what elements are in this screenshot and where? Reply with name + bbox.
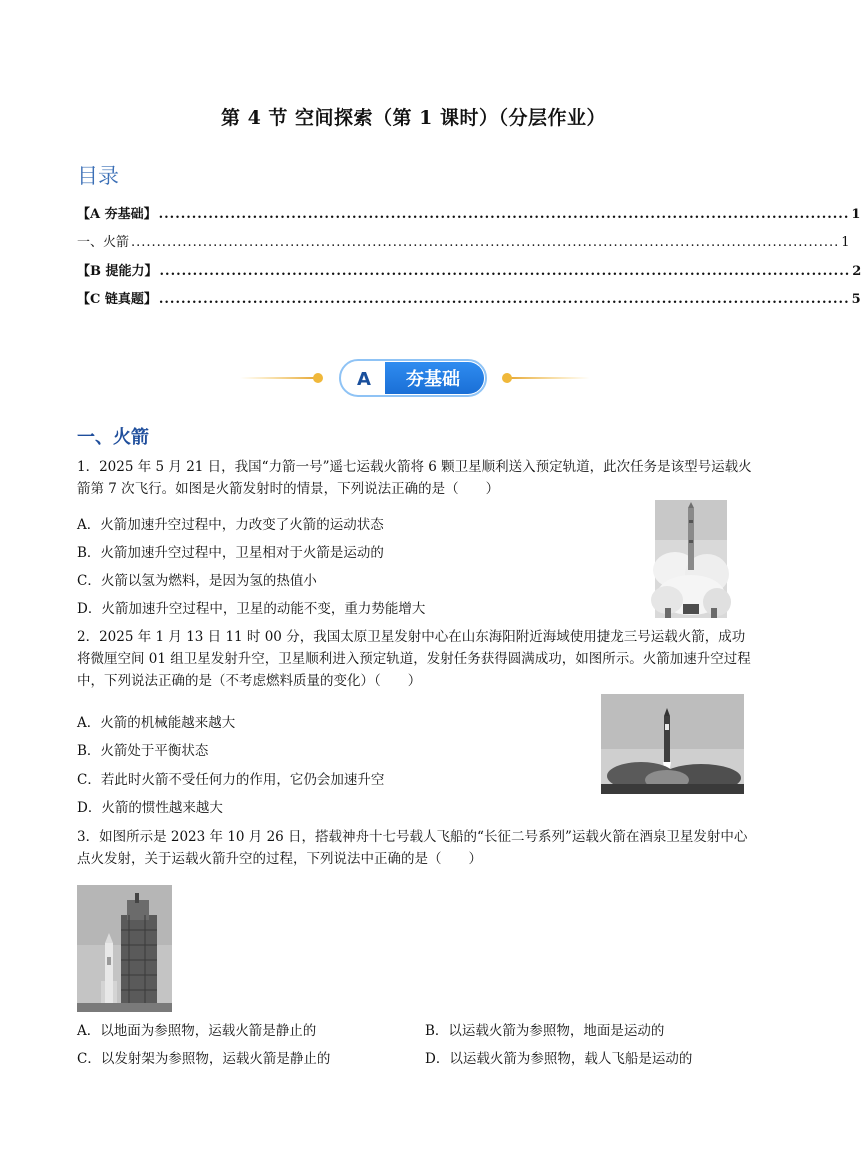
question-3-option-a[interactable]: A．以地面为参照物，运载火箭是静止的: [77, 1023, 317, 1039]
toc-item-label: 一、火箭: [77, 235, 130, 250]
question-1-option-c[interactable]: C．火箭以氢为燃料，是因为氢的热值小: [77, 573, 317, 589]
section-banner: [240, 355, 590, 401]
toc-item-page: 1: [851, 207, 861, 222]
question-1-option-a[interactable]: A．火箭加速升空过程中，力改变了火箭的运动状态: [77, 517, 384, 533]
question-3-option-c[interactable]: C．以发射架为参照物，运载火箭是静止的: [77, 1051, 331, 1067]
rocket-launch-photo-2: [601, 694, 744, 794]
question-2-option-b[interactable]: B．火箭处于平衡状态: [77, 743, 209, 759]
rocket-launch-photo-3: [77, 885, 172, 1012]
toc-item-page: 5: [851, 292, 861, 307]
page-title: 第 4 节 空间探索（第 1 课时）（分层作业）: [220, 107, 606, 129]
toc-item-b[interactable]: [77, 261, 861, 279]
question-1-stem: 1．2025 年 5 月 21 日，我国“力箭一号”遥七运载火箭将 6 颗卫星顺利送入预定轨道，此次任务是该型号运载火箭第 7 次飞行。如图是火箭发射时的情景，下列说法正确的是（ ）: [77, 459, 752, 497]
question-1-option-b[interactable]: B．火箭加速升空过程中，卫星相对于火箭是运动的: [77, 545, 384, 561]
question-2-stem: 2．2025 年 1 月 13 日 11 时 00 分，我国太原卫星发射中心在山东海阳附近海域使用捷龙三号运载火箭，成功将微厘空间 01 组卫星发射升空，卫星顺利进入预定轨道，发射任务获得圆满成功，如图所示。火箭加速升空过程中，下列说法正确的是（不考虑燃料质量的变化）（ ）: [77, 629, 751, 689]
question-2-option-c[interactable]: C．若此时火箭不受任何力的作用，它仍会加速升空: [77, 772, 385, 788]
banner-text: 夯基础: [406, 369, 460, 390]
toc-item-page: 1: [841, 235, 850, 250]
banner-letter: A: [357, 369, 371, 390]
question-1-option-d[interactable]: D．火箭加速升空过程中，卫星的动能不变，重力势能增大: [77, 601, 426, 617]
toc-leader-dots: .............................................................................................................................: [159, 264, 851, 279]
toc-item-rocket[interactable]: [77, 232, 850, 250]
toc-leader-dots: .............................................................................................................................: [158, 292, 850, 307]
toc-item-label: 【C 链真题】: [77, 292, 157, 307]
question-3-option-d[interactable]: D．以运载火箭为参照物，载人飞船是运动的: [425, 1051, 693, 1067]
toc-heading: 目录: [77, 164, 119, 188]
toc-leader-dots: .............................................................................................................................: [158, 207, 850, 222]
question-2-option-a[interactable]: A．火箭的机械能越来越大: [77, 715, 236, 731]
toc-item-c[interactable]: [77, 289, 861, 307]
toc-leader-dots: ..........................................................................................................................................: [131, 235, 840, 250]
toc-item-label: 【A 夯基础】: [77, 207, 157, 222]
toc-item-a[interactable]: [77, 204, 861, 222]
rocket-launch-photo-1: [655, 500, 727, 618]
question-2-option-d[interactable]: D．火箭的惯性越来越大: [77, 800, 223, 816]
toc-item-label: 【B 提能力】: [77, 264, 158, 279]
question-3-stem: 3．如图所示是 2023 年 10 月 26 日，搭载神舟十七号载人飞船的“长征二号系列”运载火箭在酒泉卫星发射中心点火发射，关于运载火箭升空的过程，下列说法中正确的是（ ）: [77, 829, 748, 867]
section-heading: 一、火箭: [77, 427, 149, 448]
question-3-option-b[interactable]: B．以运载火箭为参照物，地面是运动的: [425, 1023, 665, 1039]
toc-item-page: 2: [852, 264, 861, 279]
